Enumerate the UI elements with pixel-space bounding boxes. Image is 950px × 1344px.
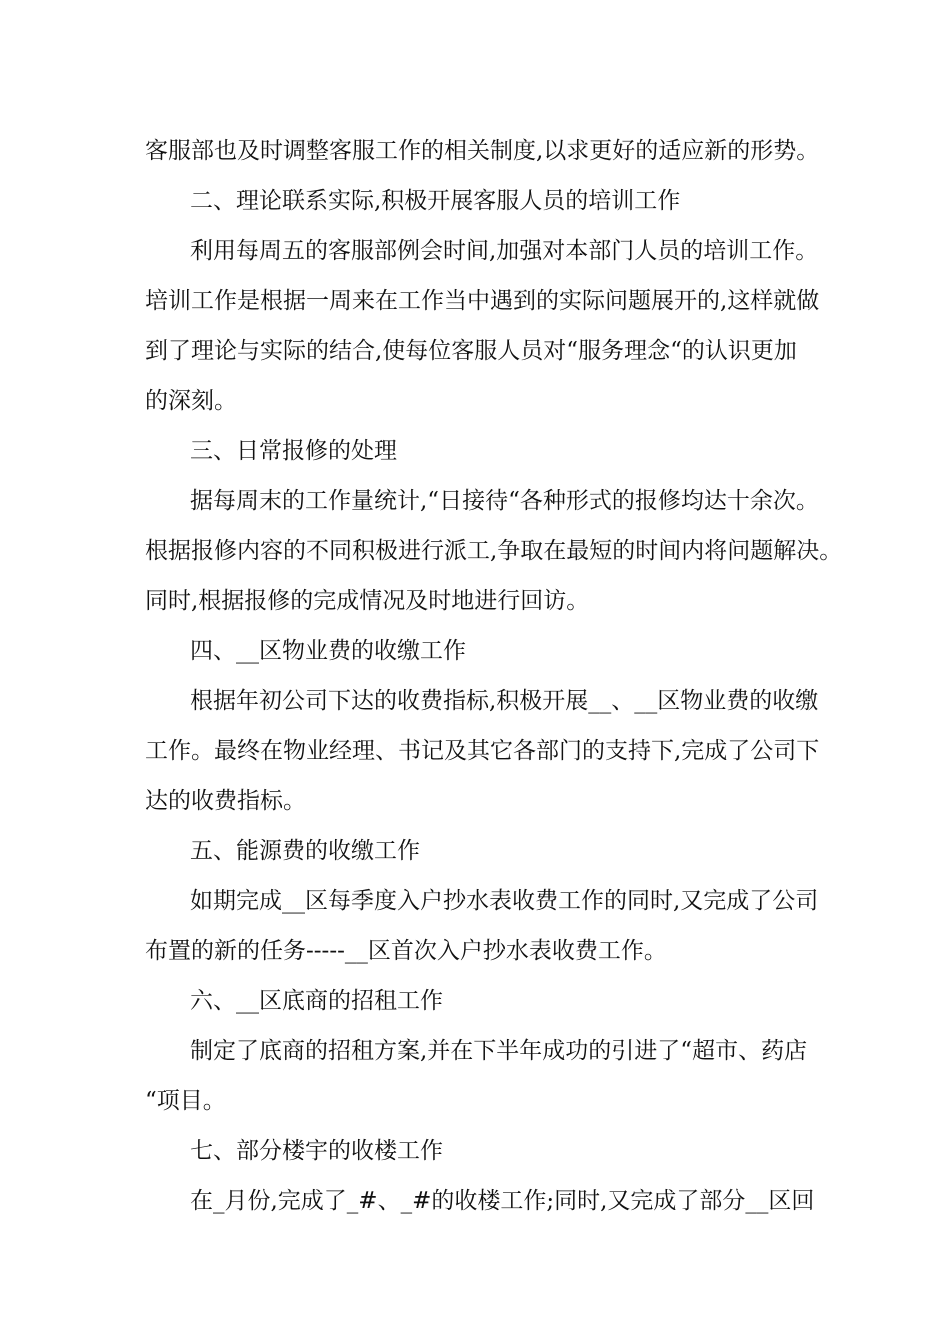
paragraph-line-8: 据每周末的工作量统计,“日接待“各种形式的报修均达十余次。 xyxy=(190,488,819,514)
paragraph-line-4: 培训工作是根据一周来在工作当中遇到的实际问题展开的,这样就做 xyxy=(145,288,820,314)
paragraph-line-19: 制定了底商的招租方案,并在下半年成功的引进了“超市、药店 xyxy=(190,1038,808,1064)
paragraph-line-5: 到了理论与实际的结合,使每位客服人员对“服务理念“的认识更加 xyxy=(145,338,797,364)
paragraph-line-17: 布置的新的任务-----__区首次入户抄水表收费工作。 xyxy=(145,938,667,964)
section-heading-2: 二、理论联系实际,积极开展客服人员的培训工作 xyxy=(190,188,681,214)
paragraph-line-1: 客服部也及时调整客服工作的相关制度,以求更好的适应新的形势。 xyxy=(145,138,820,164)
paragraph-line-14: 达的收费指标。 xyxy=(145,788,306,814)
paragraph-line-3: 利用每周五的客服部例会时间,加强对本部门人员的培训工作。 xyxy=(190,238,819,264)
paragraph-line-9: 根据报修内容的不同积极进行派工,争取在最短的时间内将问题解决。 xyxy=(145,538,843,564)
section-heading-5: 五、能源费的收缴工作 xyxy=(190,838,420,864)
section-heading-6: 六、__区底商的招租工作 xyxy=(190,988,443,1014)
paragraph-line-22: 在_月份,完成了_#、_#的收楼工作;同时,又完成了部分__区回 xyxy=(190,1188,815,1214)
section-heading-4: 四、__区物业费的收缴工作 xyxy=(190,638,466,664)
paragraph-line-10: 同时,根据报修的完成情况及时地进行回访。 xyxy=(145,588,590,614)
paragraph-line-16: 如期完成__区每季度入户抄水表收费工作的同时,又完成了公司 xyxy=(190,888,819,914)
paragraph-line-13: 工作。最终在物业经理、书记及其它各部门的支持下,完成了公司下 xyxy=(145,738,820,764)
paragraph-line-6: 的深刻。 xyxy=(145,388,237,414)
section-heading-7: 七、部分楼宇的收楼工作 xyxy=(190,1138,443,1164)
paragraph-line-12: 根据年初公司下达的收费指标,积极开展__、__区物业费的收缴 xyxy=(190,688,819,714)
paragraph-line-20: “项目。 xyxy=(145,1088,226,1114)
section-heading-3: 三、日常报修的处理 xyxy=(190,438,397,464)
